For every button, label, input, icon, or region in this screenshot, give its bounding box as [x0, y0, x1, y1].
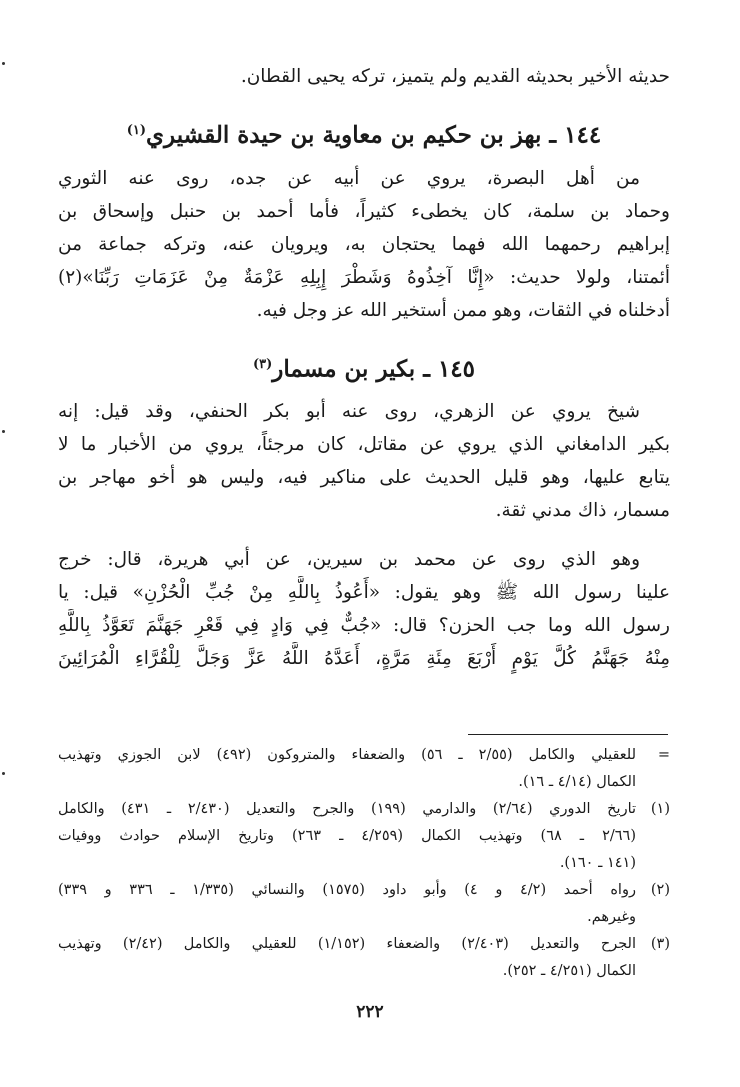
text-line: وحماد بن سلمة، كان يخطىء كثيراً، فأما أحمد بن حنبل وإسحاق بن [58, 200, 670, 222]
text-line: أئمتنا، ولولا حديث: «إِنَّا آخِذُوهُ وَشَطْرَ إِبِلِهِ عَزْمَةٌ مِنْ عَزَمَاتِ رَبِّنَا»(٢) [58, 266, 670, 288]
footnote-marker: (٢) [650, 882, 670, 898]
footnote-line: (٢/٦٦ ـ ٦٨) وتهذيب الكمال (٤/٢٥٩ ـ ٢٦٣) وتاريخ الإسلام حوادث ووفيات [58, 828, 636, 844]
text-line: أدخلناه في الثقات، وهو ممن أستخير الله عز وجل فيه. [256, 299, 670, 321]
text-line: علينا رسول الله ﷺ وهو يقول: «أَعُوذُ بِاللَّهِ مِنْ جُبِّ الْحُزْنِ» قيل: يا [58, 582, 670, 604]
footnote-marker: (١) [650, 801, 670, 817]
footnote-line: الكمال (٤/١٤ ـ ١٦). [518, 774, 636, 790]
footnote-line: رواه أحمد (٤/٢ و ٤) وأبو داود (١٥٧٥) والنسائي (١/٣٣٥ ـ ٣٣٦ و ٣٣٩) [58, 882, 636, 898]
entry-heading [58, 345, 670, 390]
footnote-ref: (٣) [252, 356, 273, 372]
footnote [58, 877, 670, 931]
footnote-separator [468, 734, 668, 735]
entry-heading-text: ١٤٥ ـ بكير بن مسمار [272, 355, 476, 383]
text-line: رسول الله وما جب الحزن؟ قال: «جُبٌّ فِي وَادٍ فِي قَعْرِ جَهَنَّمَ تَعَوَّذُ بِاللَّهِ [58, 615, 670, 637]
entry-heading [58, 111, 670, 156]
footnotes [58, 742, 670, 985]
text-line: يتابع عليها، وهو قليل الحديث على مناكير فيه، وليس هو أخو مهاجر بن [58, 467, 670, 489]
footnote-line: الكمال (٤/٢٥١ ـ ٢٥٢). [502, 963, 636, 979]
footnote-line: (١٤١ ـ ١٦٠). [559, 855, 636, 871]
text-line: شيخ يروي عن الزهري، روى عنه أبو بكر الحنفي، وقد قيل: إنه [58, 401, 640, 423]
text-line: مِنْهُ جَهَنَّمُ كُلَّ يَوْمٍ أَرْبَعَ مِئَةِ مَرَّةٍ، أَعَدَّهُ اللَّهُ عَزَّ وَجَلَّ لِلْقُرَّاءِ الْمُرَائِينَ [58, 648, 670, 670]
footnote-marker: = [657, 747, 670, 763]
margin-mark [2, 430, 5, 433]
text-line: حديثه الأخير بحديثه القديم ولم يتميز، تركه يحيى القطان. [240, 66, 670, 87]
footnote-line: وغيرهم. [587, 909, 636, 925]
footnote-ref: (١) [126, 123, 147, 138]
page-number: ٢٢٢ [356, 1002, 384, 1022]
footnote-line: تاريخ الدوري (٢/٦٤) والدارمي (١٩٩) والجرح والتعديل (٢/٤٣٠ ـ ٤٣١) والكامل [58, 801, 636, 817]
footnote [58, 742, 670, 796]
text-line: بكير الدامغاني الذي يروي عن مقاتل، كان مرجئاً، يروي من الأخبار ما لا [58, 434, 670, 456]
text-line: مسمار، ذاك مدني ثقة. [495, 500, 670, 522]
text-line: من أهل البصرة، يروي عن أبيه عن جده، روى عنه الثوري [58, 167, 640, 189]
entry-heading-text: ١٤٤ ـ بهز بن حكيم بن معاوية بن حيدة القشيري [146, 121, 602, 149]
text-line: وهو الذي روى عن محمد بن سيرين، عن أبي هريرة، قال: خرج [58, 549, 640, 571]
footnote-marker: (٣) [650, 936, 670, 952]
margin-mark [2, 772, 5, 775]
footnote-line: للعقيلي والكامل (٢/٥٥ ـ ٥٦) والضعفاء والمتروكون (٤٩٢) لابن الجوزي وتهذيب [58, 747, 636, 763]
main-text [58, 60, 670, 675]
text-line: إبراهيم رحمهما الله فهما يحتجان به، ويرويان عنه، وتركه جماعة من [58, 233, 670, 255]
margin-mark [2, 62, 5, 65]
footnote [58, 796, 670, 877]
footnote-line: الجرح والتعديل (٢/٤٠٣) والضعفاء (١/١٥٢) للعقيلي والكامل (٢/٤٢) وتهذيب [58, 936, 636, 952]
footnote [58, 931, 670, 985]
